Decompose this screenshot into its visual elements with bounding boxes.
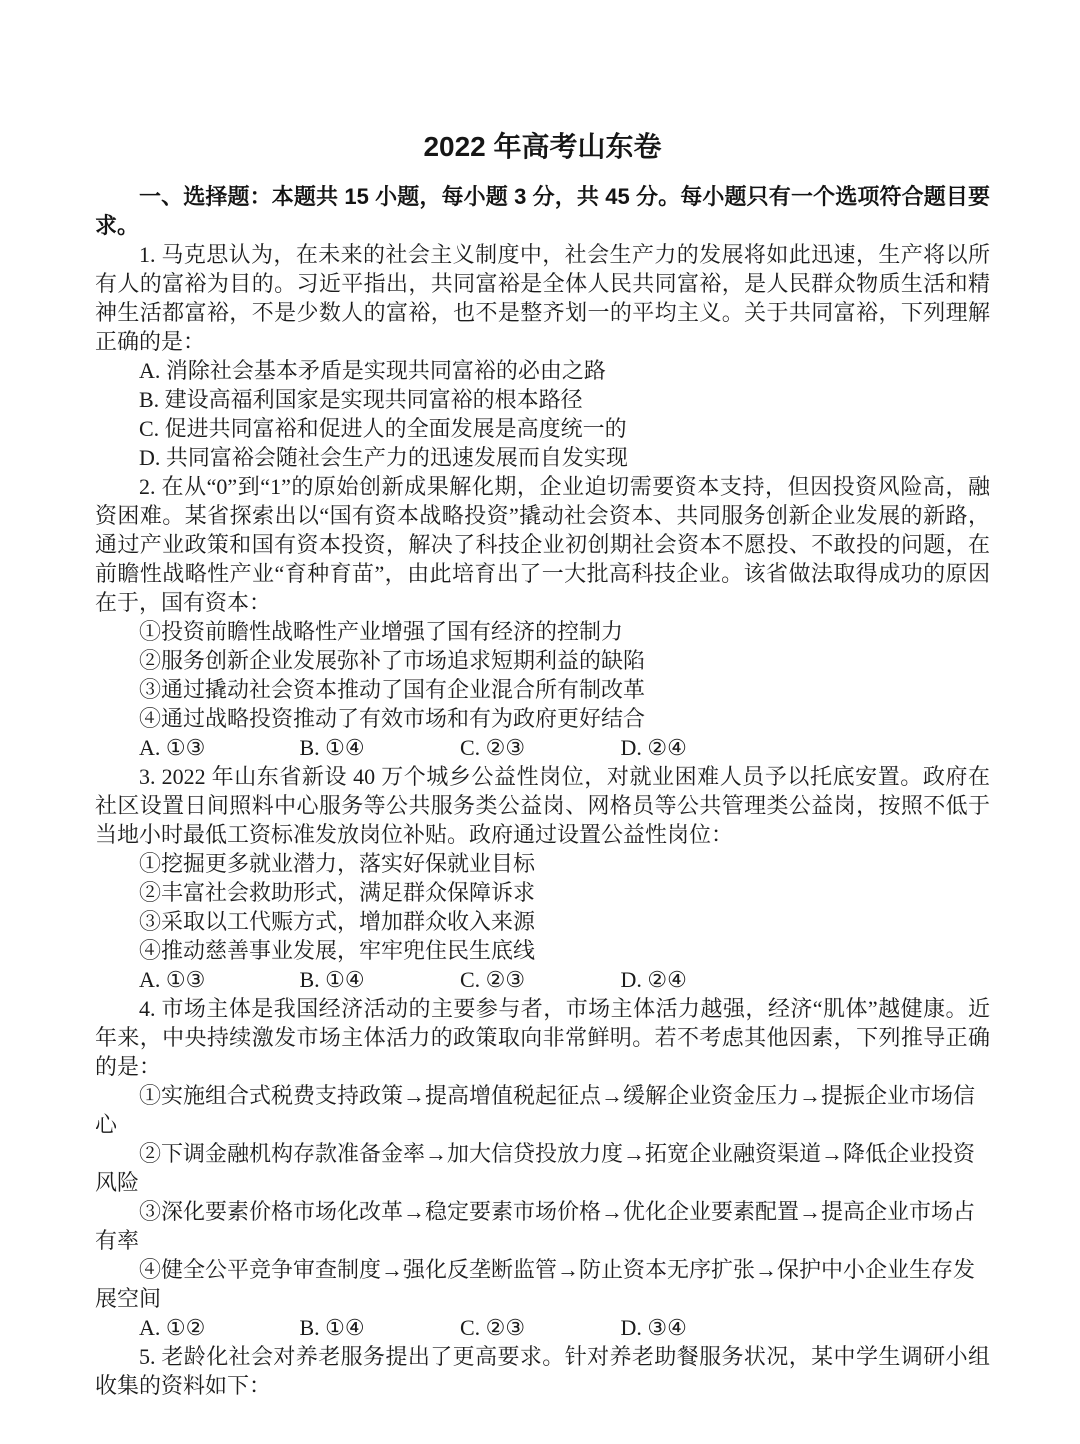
question-3-item-3: ③采取以工代赈方式，增加群众收入来源 (139, 909, 536, 934)
question-4-item-3: ③深化要素价格市场化改革→稳定要素市场价格→优化企业要素配置→提高企业市场占有率 (95, 1199, 976, 1253)
question-4-choice-c: C. ②③ (460, 1315, 526, 1340)
question-4-choice-b: B. ①④ (299, 1315, 365, 1340)
question-1-stem: 1. 马克思认为，在未来的社会主义制度中，社会生产力的发展将如此迅速，生产将以所有人的富裕为目的。习近平指出，共同富裕是全体人民共同富裕，是人民群众物质生活和精神生活都富裕，不是少数人的富裕，也不是整齐划一的平均主义。关于共同富裕，下列理解正确的是： (95, 242, 990, 354)
question-3-stem: 3. 2022 年山东省新设 40 万个城乡公益性岗位，对就业困难人员予以托底安置。政府在社区设置日间照料中心服务等公共服务类公益岗、网格员等公共管理类公益岗，按照不低于当地小时最低工资标准发放岗位补贴。政府通过设置公益性岗位： (95, 764, 990, 847)
question-3-choice-a: A. ①③ (139, 967, 206, 992)
question-1-option-b: B. 建设高福利国家是实现共同富裕的根本路径 (139, 387, 583, 412)
question-3-choice-b: B. ①④ (299, 967, 365, 992)
question-3-choice-c: C. ②③ (460, 967, 526, 992)
section-heading: 一、选择题：本题共 15 小题，每小题 3 分，共 45 分。每小题只有一个选项符合题目要求。 (95, 184, 990, 238)
question-3-item-1: ①挖掘更多就业潜力，落实好保就业目标 (139, 851, 536, 876)
question-4-choice-a: A. ①② (139, 1315, 206, 1340)
question-3-choice-d: D. ②④ (620, 967, 687, 992)
question-2-item-4: ④通过战略投资推动了有效市场和有为政府更好结合 (139, 706, 646, 731)
question-4-item-4: ④健全公平竞争审查制度→强化反垄断监管→防止资本无序扩张→保护中小企业生存发展空间 (95, 1257, 976, 1311)
question-1-option-a: A. 消除社会基本矛盾是实现共同富裕的必由之路 (139, 358, 606, 383)
question-1-option-c: C. 促进共同富裕和促进人的全面发展是高度统一的 (139, 416, 627, 441)
question-2-choice-a: A. ①③ (139, 735, 206, 760)
question-4-item-2: ②下调金融机构存款准备金率→加大信贷投放力度→拓宽企业融资渠道→降低企业投资风险 (95, 1141, 976, 1195)
question-3-item-4: ④推动慈善事业发展，牢牢兜住民生底线 (139, 938, 536, 963)
question-2-answer-row (95, 733, 990, 762)
question-4-stem: 4. 市场主体是我国经济活动的主要参与者，市场主体活力越强，经济“肌体”越健康。近年来，中央持续激发市场主体活力的政策取向非常鲜明。若不考虑其他因素，下列推导正确的是： (95, 996, 990, 1079)
question-4-item-1: ①实施组合式税费支持政策→提高增值税起征点→缓解企业资金压力→提振企业市场信心 (95, 1083, 976, 1137)
question-2-stem: 2. 在从“0”到“1”的原始创新成果解化期，企业迫切需要资本支持，但因投资风险高，融资困难。某省探索出以“国有资本战略投资”撬动社会资本、共同服务创新企业发展的新路，通过产业政策和国有资本投资，解决了科技企业初创期社会资本不愿投、不敢投的问题，在前瞻性战略性产业“育种育苗”，由此培育出了一大批高科技企业。该省做法取得成功的原因在于，国有资本： (95, 474, 990, 615)
question-2-choice-b: B. ①④ (299, 735, 365, 760)
question-2-choice-d: D. ②④ (620, 735, 687, 760)
question-5-stem: 5. 老龄化社会对养老服务提出了更高要求。针对养老助餐服务状况，某中学生调研小组收集的资料如下： (95, 1344, 990, 1398)
page-title: 2022 年高考山东卷 (423, 131, 662, 162)
question-4-answer-row (95, 1313, 990, 1342)
question-2-choice-c: C. ②③ (460, 735, 526, 760)
question-4-choice-d: D. ③④ (620, 1315, 687, 1340)
question-2-item-3: ③通过撬动社会资本推动了国有企业混合所有制改革 (139, 677, 646, 702)
question-2-item-1: ①投资前瞻性战略性产业增强了国有经济的控制力 (139, 619, 624, 644)
question-3-answer-row (95, 965, 990, 994)
question-3-item-2: ②丰富社会救助形式，满足群众保障诉求 (139, 880, 536, 905)
question-2-item-2: ②服务创新企业发展弥补了市场追求短期利益的缺陷 (139, 648, 646, 673)
question-1-option-d: D. 共同富裕会随社会生产力的迅速发展而自发实现 (139, 445, 628, 470)
